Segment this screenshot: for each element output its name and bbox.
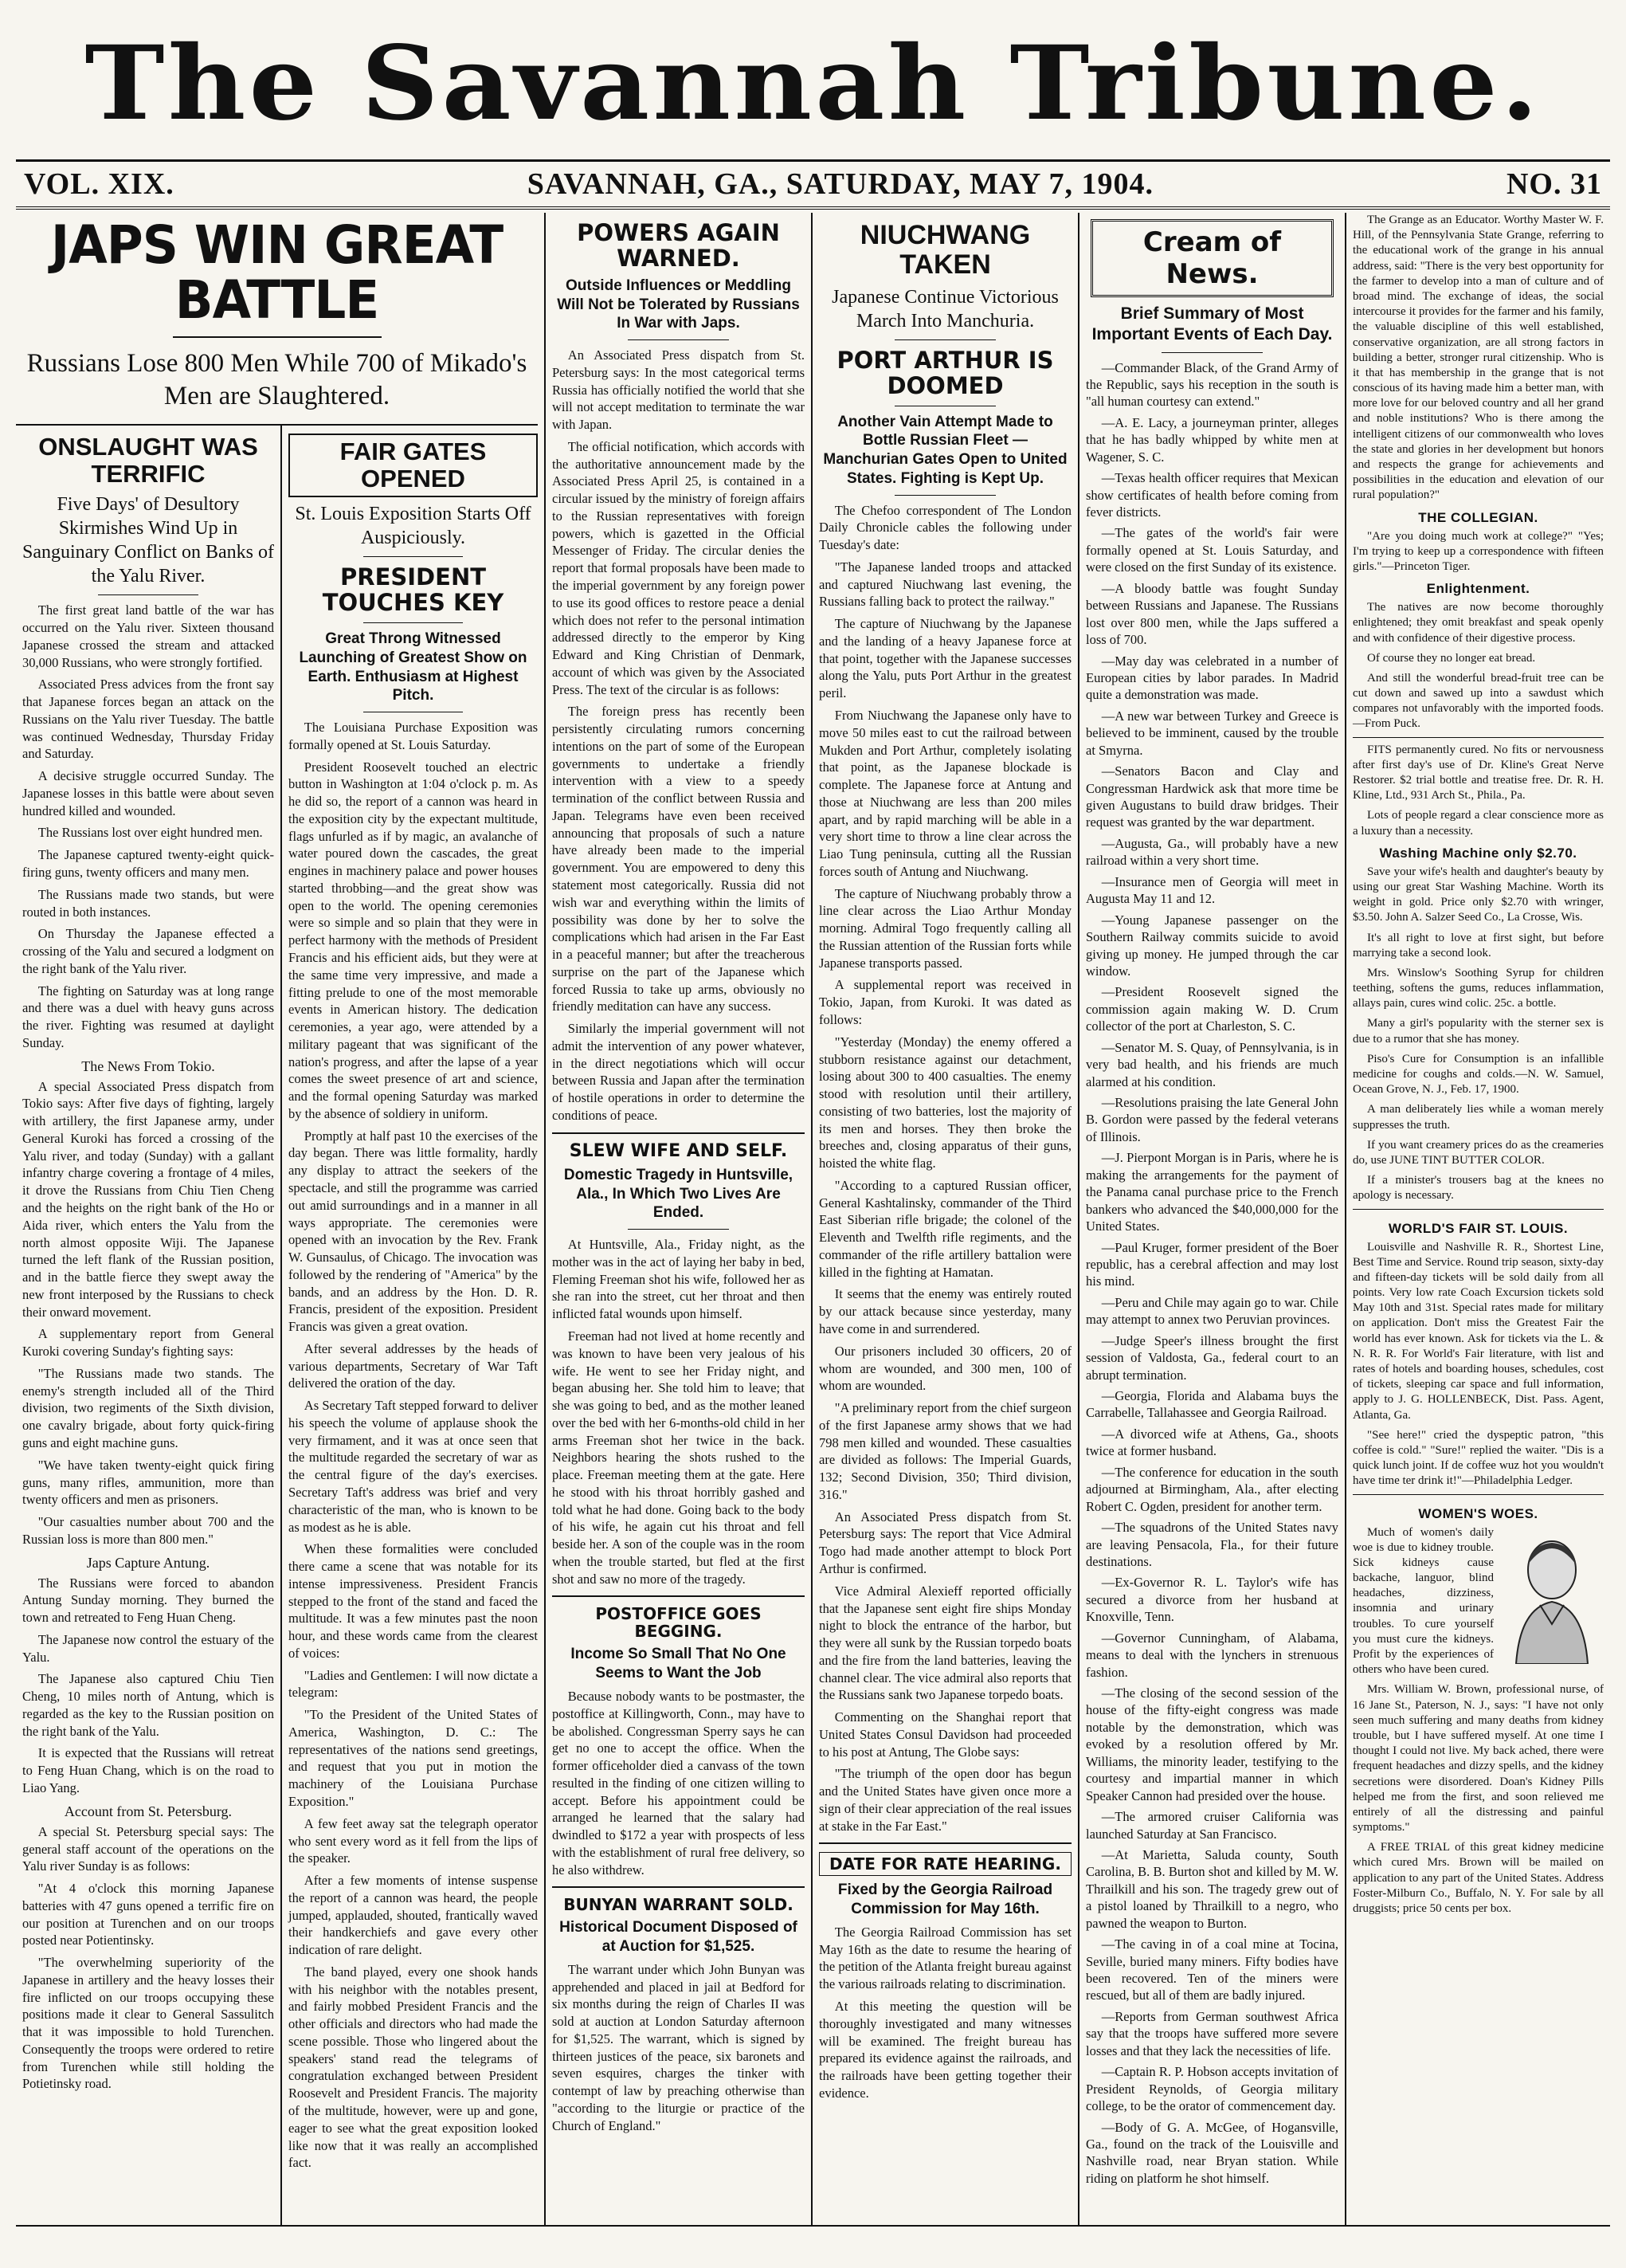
paragraph: —Captain R. P. Hobson accepts invitation of President Reynolds, of Georgia military college, to be the orator of commencement day. bbox=[1086, 2064, 1338, 2114]
paragraph: On Thursday the Japanese effected a crossing of the Yalu and secured a lodgment on the right bank of the Yalu river. bbox=[22, 926, 274, 976]
grange-article bbox=[1353, 213, 1604, 504]
col1-body-4 bbox=[22, 1823, 274, 2093]
world-fair-ad bbox=[1353, 1209, 1604, 1423]
cream-of-news-box bbox=[1091, 219, 1334, 297]
divider bbox=[363, 556, 463, 557]
article-deck-fair-gates: St. Louis Exposition Starts Off Auspiciously. bbox=[295, 504, 531, 549]
volume-label: VOL. XIX. bbox=[24, 167, 174, 201]
paragraph: The official notification, which accords with the authoritative announcement made by the Associated Press April 25, is contained in a circular issued by the ministry of foreign affairs to the Russian representatives with foreign powers, which is gazetted in the Official Messenger of Friday. The circular denies the report that formal proposals have been made to the imperial government by any foreign power to use its good offices to restore peace a denial which does not refer to the personal intimation addressed directly to the emperor by King Edward and King Christian of Denmark, account of which was given by the Associated Press. The text of the circular is as follows: bbox=[552, 438, 805, 697]
paragraph: The first great land battle of the war has occurred on the Yalu river. Sixteen thousand Japanese crossed the stream and attacked 30,000 Russians, who were strongly fortified. bbox=[22, 602, 274, 670]
paragraph: Many a girl's popularity with the sterner sex is due to a rumor that she has money. bbox=[1353, 1017, 1604, 1046]
paragraph: —Augusta, Ga., will probably have a new railroad within a very short time. bbox=[1086, 835, 1338, 869]
lead-subcolumns bbox=[16, 426, 544, 2225]
paragraph: An Associated Press dispatch from St. Petersburg says: The report that Vice Admiral Togo had made another attempt to block Port Arthur is confirmed. bbox=[819, 1509, 1072, 1576]
paragraph: Of course they no longer eat bread. bbox=[1367, 651, 1536, 665]
paragraph: "The triumph of the open door has begun and the United States have given once more a sign of their clear appreciation of the real issues at stake in the Far East." bbox=[819, 1766, 1072, 1834]
col1-body-3 bbox=[22, 1575, 274, 1797]
article-headline-powers: POWERS AGAIN WARNED. bbox=[577, 219, 780, 272]
paragraph: After several addresses by the heads of various departments, Secretary of War Taft delivered the oration of the day. bbox=[288, 1340, 538, 1391]
article-deck-slew: Domestic Tragedy in Huntsville, Ala., In Which Two Lives Are Ended. bbox=[563, 1166, 793, 1222]
paragraph: The capture of Niuchwang by the Japanese and the landing of a heavy Japanese force at that point, together with the Japanese successes along the Yalu, puts Port Arthur in the greatest peril. bbox=[819, 616, 1072, 701]
paragraph: The Georgia Railroad Commission has set May 16th as the date to resume the hearing of the petition of the Atlanta freight bureau against the various railroads relating to discrimination. bbox=[819, 1924, 1072, 1992]
paragraph: A special St. Petersburg special says: The general staff account of the operations on the Yalu river Sunday is as follows: bbox=[22, 1823, 274, 1874]
paragraph: "We have taken twenty-eight quick firing guns, many rifles, ammunition, more than twenty officers and men as prisoners. bbox=[22, 1457, 274, 1508]
paragraph: The Grange as an Educator. Worthy Master W. F. Hill, of the Pennsylvania State Grange, referring to the educational work of the grange in his annual address, said: "There is the very best opportunity for the farmer to develop into a man of culture and of broad mind. The exchange of ideas, the social intercourse it provides for the farmer and his family, the valuable discipline of this well established, conservative organization, are all strong factors in building a better, stronger rural citizenship. Who is it that has membership in the grange that is not conscious of its having made him a better man, with more love for our beloved country and all her grand and noble institutions? Who is there among the intelligent citizens of our commonwealth who loves the state and glories in her development but honors and respects the grange for achievements and possibilities in the education and elevation of our rural population?" bbox=[1353, 214, 1604, 502]
paragraph: —Texas health officer requires that Mexican show certificates of health before coming from fever districts. bbox=[1086, 470, 1338, 520]
paragraph: —Senator M. S. Quay, of Pennsylvania, is in very bad health, and his friends are much alarmed at his condition. bbox=[1086, 1039, 1338, 1089]
paragraph: The Japanese captured twenty-eight quick-firing guns, twenty officers and many men. bbox=[22, 847, 274, 880]
divider bbox=[552, 1886, 805, 1888]
article-headline-slew: SLEW WIFE AND SELF. bbox=[569, 1140, 788, 1161]
divider bbox=[1162, 352, 1263, 353]
divider bbox=[895, 495, 996, 496]
paragraph: —Ex-Governor R. L. Taylor's wife has secured a divorce from her husband at Knoxville, Tenn. bbox=[1086, 1575, 1338, 1625]
paragraph: A special Associated Press dispatch from Tokio says: After five days of fighting, largely with artillery, the first Japanese army, under General Kuroki has forced a crossing of the Yalu river, and today (Sunday) with a gallant infantry charge covering a frontage of 4 miles, it drove the Russians from Chiu Tien Cheng and the heights on the right bank of the Ho or Aida river, which enters the Yalu from the north almost opposite Wiji. The Japanese turned the left flank of the Russian position, and in the battle fierce they swept away the new front interposed by the Russians to check their onward movement. bbox=[22, 1078, 274, 1320]
womens-woes-ad bbox=[1353, 1494, 1604, 1917]
column-6 bbox=[1346, 213, 1610, 2225]
paragraph: —The closing of the second session of the house of the fifty-eight congress was made notable by the demonstration, which was evoked by a resolution offered by Mr. Williams, the minority leader, testifying to the courtesy and impartial manner in which Speaker Cannon had presided over the house. bbox=[1086, 1685, 1338, 1803]
paragraph: Much of women's daily woe is due to kidney trouble. Sick kidneys cause backache, languor, blind headaches, dizziness, insomnia and urinary troubles. To cure yourself you must cure the kidneys. Profit by the experiences of others who have been cured. bbox=[1353, 1525, 1494, 1677]
place-date-label: SAVANNAH, GA., SATURDAY, MAY 7, 1904. bbox=[527, 167, 1154, 201]
paragraph: As Secretary Taft stepped forward to deliver his speech the volume of applause shook the very firmament, and it was at once seen that the multitude regarded the secretary of war as the central figure of the day's exercises. Secretary Taft's address was brief and very characteristic of the man, who is known to be as modest as he is able. bbox=[288, 1398, 538, 1535]
cream-of-news-deck: Brief Summary of Most Important Events of Each Day. bbox=[1091, 304, 1333, 344]
paragraph: "Ladies and Gentlemen: I will now dictate a telegram: bbox=[288, 1667, 538, 1701]
misc-ads bbox=[1353, 931, 1604, 1204]
paragraph: Mrs. William W. Brown, professional nurse, of 16 Jane St., Paterson, N. J., says: "I have not only seen much suffering and many deaths from kidney trouble, but I have suffered myself. At one time I thought I could not live. My back ached, there were frequent headaches and dizzy spells, and the kidney secretions were disordered. Doan's Kidney Pills helped me from the first, and soon relieved me entirely of all the distressing and painful symptoms." bbox=[1353, 1683, 1604, 1834]
divider bbox=[895, 339, 996, 340]
paragraph: "The Russians made two stands. The enemy's strength included all of the Third division, two regiments of the Sixth division, one cavalry brigade, about forty quick-firing guns and eight machine guns. bbox=[22, 1365, 274, 1450]
paragraph: —Resolutions praising the late General John B. Gordon were passed by the federal veterans of Illinois. bbox=[1086, 1095, 1338, 1144]
paragraph: The fighting on Saturday was at long range and there was a duel with heavy guns across the river. Fighting was resumed at daylight Sunday. bbox=[22, 983, 274, 1050]
paragraph: "To the President of the United States of America, Washington, D. C.: The representatives of the nations send greetings, and request that you put in motion the machinery of the Louisiana Purchase Exposition." bbox=[288, 1707, 538, 1809]
paragraph: —Governor Cunningham, of Alabama, means to deal with the lynchers in strenuous fashion. bbox=[1086, 1630, 1338, 1680]
paragraph: A decisive struggle occurred Sunday. The Japanese losses in this battle were about seven hundred killed and wounded. bbox=[22, 768, 274, 818]
divider bbox=[363, 622, 463, 623]
article-deck-postoffice: Income So Small That No One Seems to Want the Job bbox=[570, 1646, 786, 1682]
paragraph: Freeman had not lived at home recently and was known to have been very jealous of his wife. He went to see her Friday night, and began abusing her. She told him to leave; that she was going to bed, and as the mother leaned over the bed with her 6-months-old child in her arms Freeman shot her twice in the back. Neighbors hearing the shots rushed to the place. Freeman meeting them at the gate. Here he stood with his throat horribly gashed and told what he had done. Going back to the body of his wife, he again cut his throat and fell beside her. A son of the couple was in the room when the trouble started, but fled at the first shot and saw no more of the tragedy. bbox=[552, 1328, 805, 1587]
col3-body-2 bbox=[552, 1236, 805, 1587]
subhead-petersburg: Account from St. Petersburg. bbox=[64, 1803, 233, 1819]
paragraph: "A preliminary report from the chief surgeon of the first Japanese army shows that we had 798 men killed and wounded. These casualties are divided as follows: The Imperial Guards, 132; Second Division, 350; Third division, 316." bbox=[819, 1400, 1072, 1502]
coffee-joke: "See here!" cried the dyspeptic patron, "this coffee is cold." "Sure!" replied the waiter. "Dis is a quick lunch joint. If de coffee wuz hot you wouldn't have time ter drink it!"—Philadelphia Ledger. bbox=[1353, 1428, 1604, 1488]
divider bbox=[173, 336, 382, 338]
paragraph: —Reports from German southwest Africa say that the troops have suffered more severe losses and that they lack the necessities of life. bbox=[1086, 2008, 1338, 2058]
masthead bbox=[16, 8, 1610, 159]
paragraph: Mrs. Winslow's Soothing Syrup for children teething, softens the gums, reduces inflammation, allays pain, cures wind colic. 25c. a bottle. bbox=[1353, 966, 1604, 1010]
issue-number-label: NO. 31 bbox=[1506, 167, 1602, 201]
paragraph: —Georgia, Florida and Alabama buys the Carrabelle, Tallahassee and Georgia Railroad. bbox=[1086, 1388, 1338, 1421]
article-deck-niuchwang: Japanese Continue Victorious March Into Manchuria. bbox=[832, 286, 1059, 332]
article-deck-port-arthur: Another Vain Attempt Made to Bottle Russian Fleet — Manchurian Gates Open to United States. Fighting is Kept Up. bbox=[823, 413, 1068, 487]
paragraph: —Commander Black, of the Grand Army of the Republic, says his reception in the south is "all human courtesy can extend." bbox=[1086, 359, 1338, 410]
woman-portrait-illustration bbox=[1500, 1528, 1604, 1664]
paragraph: The foreign press has recently been persistently circulating rumors concerning intentions on the part of some of the European governments to undertake a friendly intervention with a view to a speedy termination of the conflict between Russia and Japan. Telegrams have even been received announcing that proposals of such a nature have already been made to the imperial government. You are empowered to deny this statement most categorically. Russia did not wish war and everything within the limits of possibility was done by her to solve the complications which had arisen in the Far East in a peaceful manner; but after the treacherous surprise on the part of the Japanese which forced Russia to take up arms, obviously no friendly meditation can have any success. bbox=[552, 704, 805, 1014]
paragraph: A FREE TRIAL of this great kidney medicine which cured Mrs. Brown will be mailed on application to any part of the United States. Address Foster-Milburn Co., Buffalo, N. Y. For sale by all druggists; price 50 cents per box. bbox=[1353, 1841, 1604, 1915]
paragraph: Lots of people regard a clear conscience more as a luxury than a necessity. bbox=[1353, 809, 1604, 838]
paragraph: —A divorced wife at Athens, Ga., shoots twice at former husband. bbox=[1086, 1426, 1338, 1459]
paragraph: And still the wonderful bread-fruit tree can be cut down and sawed up into a sawdust which compares not unfavorably with the imported foods.—From Puck. bbox=[1353, 671, 1604, 731]
article-headline-rate-hearing: DATE FOR RATE HEARING. bbox=[819, 1852, 1072, 1876]
lead-headline: JAPS WIN GREAT BATTLE bbox=[50, 214, 503, 332]
paragraph: —The squadrons of the United States navy are leaving Pensacola, Fla., for their future destinations. bbox=[1086, 1520, 1338, 1569]
column-3 bbox=[546, 213, 813, 2225]
paragraph: "The overwhelming superiority of the Japanese in artillery and the heavy losses their fire inflicted on our troops occupying these positions made it clear to General Sassulitch that it was impossible to hold Turenchen. Consequently the troops were ordered to retire from Turenchen while still holding the Potietinsky road. bbox=[22, 1955, 274, 2092]
subhead-tokio: The News From Tokio. bbox=[81, 1057, 215, 1074]
paragraph: —Judge Speer's illness brought the first session of Valdosta, Ga., federal court to an abrupt termination. bbox=[1086, 1332, 1338, 1383]
paragraph: The Russians made two stands, but were routed in both instances. bbox=[22, 886, 274, 920]
paragraph: A supplemental report was received in Tokio, Japan, from Kuroki. It was dated as follows: bbox=[819, 977, 1072, 1027]
paragraph: An Associated Press dispatch from St. Petersburg says: In the most categorical terms Russia has officially notified the world that she will not accept meditation to terminate the war with Japan. bbox=[552, 347, 805, 433]
paragraph: "Yesterday (Monday) the enemy offered a stubborn resistance against our detachment, losing about 300 to 400 casualties. The enemy stood with resolution until their artillery, consisting of two batteries, lost the majority of its men and horses. They then broke the breeches and, closing apparatus of their guns, hoisted the white flag. bbox=[819, 1034, 1072, 1171]
paragraph: —President Roosevelt signed the commission again making W. D. Crum collector of the port at Charleston, S. C. bbox=[1086, 984, 1338, 1034]
paragraph: —A new war between Turkey and Greece is believed to be imminent, caused by the trouble at Smyrna. bbox=[1086, 708, 1338, 758]
paragraph: —Peru and Chile may again go to war. Chile may attempt to annex two Peruvian provinces. bbox=[1086, 1294, 1338, 1328]
paragraph: Associated Press advices from the front say that Japanese forces began an attack on the Russians on the Yalu river Tuesday. The battle was continued Wednesday, Thursday Friday and Saturday. bbox=[22, 677, 274, 762]
paragraph: The Russians lost over eight hundred men. bbox=[37, 825, 263, 841]
article-headline-bunyan: BUNYAN WARRANT SOLD. bbox=[563, 1895, 793, 1915]
article-deck-bunyan: Historical Document Disposed of at Auction for $1,525. bbox=[559, 1919, 797, 1956]
lead-deck: Russians Lose 800 Men While 700 of Mikado's Men are Slaughtered. bbox=[26, 348, 527, 410]
subhead-antung: Japs Capture Antung. bbox=[86, 1554, 210, 1571]
paragraph: The Japanese also captured Chiu Tien Cheng, 10 miles north of Antung, which is regarded as the key to the Russian position on the right bank of the Yalu. bbox=[22, 1671, 274, 1739]
column-5 bbox=[1079, 213, 1346, 2225]
paragraph: —J. Pierpont Morgan is in Paris, where he is making the arrangements for the payment of the Panama canal purchase price to the French bankers who advanced the $40,000,000 for the United States. bbox=[1086, 1150, 1338, 1234]
paragraph: FITS permanently cured. No fits or nervousness after first day's use of Dr. Kline's Great Nerve Restorer. $2 trial bottle and treatise free. Dr. R. H. Kline, Ltd., 931 Arch St., Phila., Pa. bbox=[1353, 743, 1604, 802]
column-4 bbox=[813, 213, 1079, 2225]
paragraph: "Our casualties number about 700 and the Russian loss is more than 800 men." bbox=[22, 1514, 274, 1547]
paragraph: The Russians were forced to abandon Antung Sunday morning. They burned the town and retreated to Feng Huan Cheng. bbox=[22, 1575, 274, 1626]
article-headline-postoffice: POSTOFFICE GOES BEGGING. bbox=[595, 1604, 762, 1642]
paragraph: The band played, every one shook hands with his neighbor with the notables present, and fairly mobbed President Francis and the other officials and directors who had made the scene possible. Those who lingered about the speakers' stand read the telegrams of congratulation exchanged between President Roosevelt and President Francis. The majority of the multitude, however, were up and gone, eager to see what the great exposition looked like now that it was really an accomplished fact. bbox=[288, 1964, 538, 2171]
paragraph: The capture of Niuchwang probably throw a line clear across the Liao Arthur Monday morning. Admiral Togo frequently calling all the Russian attention of the Russian forts while Japanese transports passed. bbox=[819, 885, 1072, 971]
womens-woes-heading: WOMEN'S WOES. bbox=[1418, 1505, 1538, 1521]
newspaper-page bbox=[16, 8, 1610, 2244]
collegian-text: "Are you doing much work at college?" "Yes; I'm trying to keep up a correspondence with fifteen girls."—Princeton Tiger. bbox=[1353, 529, 1604, 573]
paragraph: It's all right to love at first sight, but before marrying take a second look. bbox=[1353, 931, 1604, 959]
paragraph: —The caving in of a coal mine at Tocina, Seville, buried many miners. Fifty bodies have been recovered. Ten of the miners were rescued, but all of them are badly injured. bbox=[1086, 1936, 1338, 2003]
col4-body-2 bbox=[819, 1924, 1072, 2102]
article-headline-onslaught: ONSLAUGHT WAS TERRIFIC bbox=[38, 433, 258, 489]
lead-story bbox=[16, 213, 546, 2225]
enlightenment-text bbox=[1353, 600, 1604, 732]
col3-body-4 bbox=[552, 1961, 805, 2135]
paragraph: Piso's Cure for Consumption is an infallible medicine for coughs and colds.—N. W. Samuel, Ocean Grove, N. J., Feb. 17, 1900. bbox=[1353, 1052, 1604, 1097]
world-fair-text: Louisville and Nashville R. R., Shortest Line, Best Time and Service. Round trip season, sixty-day and fifteen-day tickets will be sold daily from all points. Very low rate Coach Excursion tickets sold May 10th and 31st. Special rates made for military on application. Don't miss the Greatest Fair the world has ever known. Ask for tickets via the L. & N. R. R. For World's Fair literature, with list and rates of hotels and boarding houses, schedules, cost of tickets, sleeping car space and full information, apply to J. G. HOLLENBECK, Dist. Pass. Agent, Atlanta, Ga. bbox=[1353, 1240, 1604, 1422]
paragraph: The Japanese now control the estuary of the Yalu. bbox=[22, 1631, 274, 1665]
paragraph: Similarly the imperial government will not admit the intervention of any power whatever, in the direct negotiations which will occur between Russia and Japan after the termination of hostile operations in order to determine the conditions of peace. bbox=[552, 1021, 805, 1123]
paragraph: It seems that the enemy was entirely routed by our attack because since yesterday, many have come in and surrendered. bbox=[819, 1286, 1072, 1337]
article-deck-onslaught: Five Days' of Desultory Skirmishes Wind Up in Sanguinary Conflict on Banks of the Yalu River. bbox=[22, 494, 274, 587]
paragraph: "At 4 o'clock this morning Japanese batteries with 47 guns opened a terrific fire on our position at Turenchen and on our troops posted near Potientinsky. bbox=[22, 1881, 274, 1948]
paragraph: —May day was celebrated in a number of European cities by labor parades. In Madrid quite a demonstration was made. bbox=[1086, 653, 1338, 703]
fits-ad bbox=[1353, 737, 1604, 839]
paragraph: If a minister's trousers bag at the knees no apology is necessary. bbox=[1353, 1174, 1604, 1203]
paragraph: A few feet away sat the telegraph operator who sent every word as it fell from the lips of the speaker. bbox=[288, 1815, 538, 1866]
divider bbox=[552, 1132, 805, 1134]
paragraph: At Huntsville, Ala., Friday night, as the mother was in the act of laying her baby in bed, Fleming Freeman shot his wife, followed her as she ran into the street, cut her throat and then inflicted fatal wounds upon himself. bbox=[552, 1237, 805, 1322]
column-1 bbox=[16, 426, 282, 2225]
paragraph: "According to a captured Russian officer, General Kashtalinsky, commander of the Third East Siberian rifle brigade; the colonel of the Eleventh and Twelfth rifle regiments, and the commander of the rifle artillery battalion were killed in the fighting at Hamatan. bbox=[819, 1177, 1072, 1280]
paragraph: Our prisoners included 30 officers, 20 of whom are wounded, and 300 men, 100 of whom are wounded. bbox=[819, 1343, 1072, 1394]
paragraph: —Paul Kruger, former president of the Boer republic, has a cerebral affection and may lost his mind. bbox=[1086, 1239, 1338, 1289]
paragraph: —Young Japanese passenger on the Southern Railway commits suicide to avoid giving up money. He jumped through the car window. bbox=[1086, 912, 1338, 979]
article-deck-throng: Great Throng Witnessed Launching of Greatest Show on Earth. Enthusiasm at Highest Pitch. bbox=[299, 630, 527, 704]
paragraph: Vice Admiral Alexieff reported officially that the Japanese sent eight fire ships Monday night to block the entrance of the harbor, but they were all sunk by the Russian torpedo boats and the fire from the land batteries, leaving the channel clear. The vice admiral also reports that the Russians sank two Japanese torpedo boats. bbox=[819, 1583, 1072, 1703]
paragraph: —The gates of the world's fair were formally opened at St. Louis Saturday, and were closed on the first Sunday of its existence. bbox=[1086, 525, 1338, 575]
masthead-title: The Savannah Tribune. bbox=[84, 24, 1542, 143]
article-deck-powers: Outside Influences or Meddling Will Not be Tolerated by Russians In War with Japs. bbox=[557, 277, 800, 332]
columns bbox=[16, 213, 1610, 2227]
cream-of-news-list bbox=[1086, 359, 1338, 2188]
col2-body bbox=[288, 719, 538, 2172]
world-fair-heading: WORLD'S FAIR ST. LOUIS. bbox=[1388, 1220, 1569, 1236]
column-2 bbox=[282, 426, 544, 2225]
dateline bbox=[16, 159, 1610, 210]
washing-machine-heading: Washing Machine only $2.70. bbox=[1379, 845, 1577, 861]
article-headline-niuchwang: NIUCHWANG TAKEN bbox=[860, 220, 1031, 281]
article-subheadline-port-arthur: PORT ARTHUR IS DOOMED bbox=[837, 346, 1054, 399]
divider bbox=[628, 1229, 729, 1230]
divider bbox=[98, 594, 198, 595]
paragraph: —Body of G. A. McGee, of Hogansville, Ga., found on the track of the Louisville and Nashville road, near Bryan station. While riding on platform he shot himself. bbox=[1086, 2119, 1338, 2186]
paragraph: Commenting on the Shanghai report that United States Consul Davidson had proceeded to his post at Antung, The Globe says: bbox=[819, 1709, 1072, 1760]
paragraph: Because nobody wants to be postmaster, the postoffice at Killingworth, Conn., may have to be abolished. Congressman Sperry says he can get no one to accept the office. When the former officeholder died a canvass of the town resulted in the finding of one citizen willing to accept. Before his appointment could be arranged he learned that the salary had dwindled to $172 a year with prospects of less with the establishment of rural free delivery, so he also withdrew. bbox=[552, 1688, 805, 1878]
paragraph: The Chefoo correspondent of The London Daily Chronicle cables the following under Tuesday's date: bbox=[819, 502, 1072, 553]
lead-header bbox=[16, 213, 538, 426]
paragraph: "The Japanese landed troops and attacked and captured Niuchwang last evening, the Russians falling back to protect the railway." bbox=[819, 559, 1072, 610]
divider bbox=[628, 339, 729, 340]
article-deck-rate-hearing: Fixed by the Georgia Railroad Commission for May 16th. bbox=[837, 1881, 1053, 1918]
paragraph: A man deliberately lies while a woman merely suppresses the truth. bbox=[1353, 1103, 1604, 1132]
enlightenment-heading: Enlightenment. bbox=[1426, 581, 1530, 597]
paragraph: —Senators Bacon and Clay and Congressman Hardwick ask that more time be given Augustans to build draw bridges. Their request was granted by the war department. bbox=[1086, 763, 1338, 830]
paragraph: —The conference for education in the south adjourned at Birmingham, Ala., after electing Robert C. Ogden, president for another term. bbox=[1086, 1464, 1338, 1514]
col3-body bbox=[552, 347, 805, 1124]
paragraph: When these formalities were concluded there came a scene that was notable for its intense impressiveness. President Francis stepped to the front of the stand and faced the multitude. It was a few minutes past the noon hour, and these words came from the clearest of voices: bbox=[288, 1541, 538, 1661]
article-headline-fair-gates: FAIR GATES OPENED bbox=[288, 434, 538, 497]
divider bbox=[819, 1842, 1072, 1844]
paragraph: President Roosevelt touched an electric button in Washington at 1:04 o'clock p. m. As he did so, the report of a cannon was heard in the exposition city by the expectant multitude, flags unfurled as if by magic, an avalanche of water poured down the cascades, the great engines in machinery palace and power houses started throbbing—and the great show was open to the world. The opening ceremonies were so simple and so plain that they were in perfect harmony with the methods of President Francis and his efficient aids, but they were at the same time very impressive, and made a fitting prelude to one of the most memorable events in American history. The dedication ceremonies, a year ago, were attended by a military pageant that was significant of the nation's progress, and after the lapse of a year comes the sweet presence of art and science, and the formal opening Saturday was marked by the absence of soldiery in uniform. bbox=[288, 759, 538, 1121]
paragraph: After a few moments of intense suspense the report of a cannon was heard, the people jumped, applauded, shouted, frantically waved their handkerchiefs and gave every other indication of rare delight. bbox=[288, 1873, 538, 1958]
col1-body bbox=[22, 602, 274, 1051]
paragraph: The warrant under which John Bunyan was apprehended and placed in jail at Bedford for six months during the reign of Charles II was sold at auction at London Saturday afternoon for $1,525. The warrant, which is signed by thirteen justices of the peace, six baronets and seven esquires, charges the tinker with contempt of law by preaching otherwise than "according to the liturgie or practice of the Church of England." bbox=[552, 1961, 805, 2133]
paragraph: From Niuchwang the Japanese only have to move 50 miles east to cut the railroad between Mukden and Port Arthur, completely isolating that point, as the Japanese blockade is complete. The Japanese force at Antung and those at Niuchwang are less than 200 miles apart, and by rapid marching will be able in a very short time to throw a line clear across the Liao Tung peninsula, cutting all the Russian forces south of Antung and Niuchwang. bbox=[819, 707, 1072, 879]
paragraph: Promptly at half past 10 the exercises of the day began. There was little formality, hardly any display to attract the seekers of the spectacle, and still the programme was carried out amid surroundings and in a manner in all ways appropriate. The ceremonies were opened with an invocation by the Rev. Frank W. Gunsaulus, of Chicago. The invocation was followed by the rendering of "America" by the bands, and an address by the Hon. D. R. Francis, president of the exposition. President Francis was given a great ovation. bbox=[288, 1128, 538, 1335]
paragraph: —Insurance men of Georgia will meet in Augusta May 11 and 12. bbox=[1086, 873, 1338, 907]
paragraph: —The armored cruiser California was launched Saturday at San Francisco. bbox=[1086, 1809, 1338, 1842]
col3-body-3 bbox=[552, 1688, 805, 1878]
paragraph: At this meeting the question will be thoroughly investigated and many witnesses will be examined. The freight bureau has prepared its evidence against the railroads, and the railroads have been getting together their evidence. bbox=[819, 1999, 1072, 2101]
collegian-heading: THE COLLEGIAN. bbox=[1418, 509, 1538, 525]
paragraph: The Louisiana Purchase Exposition was formally opened at St. Louis Saturday. bbox=[288, 720, 538, 752]
col1-body-2 bbox=[22, 1078, 274, 1548]
paragraph: A supplementary report from General Kuroki covering Sunday's fighting says: bbox=[22, 1326, 274, 1360]
divider bbox=[552, 1595, 805, 1597]
paragraph: —A bloody battle was fought Sunday between Russians and Japanese. The Russians lost over 800 men, while the Japs suffered a loss of 700. bbox=[1086, 580, 1338, 648]
paragraph: If you want creamery prices do as the creameries do, use JUNE TINT BUTTER COLOR. bbox=[1353, 1138, 1604, 1167]
paragraph: It is expected that the Russians will retreat to Feng Huan Chang, which is on the road to Liao Yang. bbox=[22, 1745, 274, 1795]
washing-machine-text: Save your wife's health and daughter's beauty by using our great Star Washing Machine. Worth its weight in gold. Price only $2.70 with wringer, $3.50. John A. Salzer Seed Co., La Crosse, Wis. bbox=[1353, 865, 1604, 924]
col4-body bbox=[819, 502, 1072, 1835]
paragraph: The natives are now become thoroughly enlightened; they omit breakfast and speak openly and with confidence of their digestive process. bbox=[1353, 601, 1604, 645]
paragraph: —A. E. Lacy, a journeyman printer, alleges that he has badly whipped by white men at Wagener, S. C. bbox=[1086, 414, 1338, 465]
article-subheadline-president-key: PRESIDENT TOUCHES KEY bbox=[322, 563, 504, 617]
cream-of-news-title: Cream of News. bbox=[1142, 226, 1282, 290]
paragraph: —At Marietta, Saluda county, South Carolina, B. B. Burton shot and killed by M. W. Thrailkill and his son. The tragedy grew out of a pistol loaned by Thrailkill to a negro, who pawned the weapon to Burton. bbox=[1086, 1846, 1338, 1931]
